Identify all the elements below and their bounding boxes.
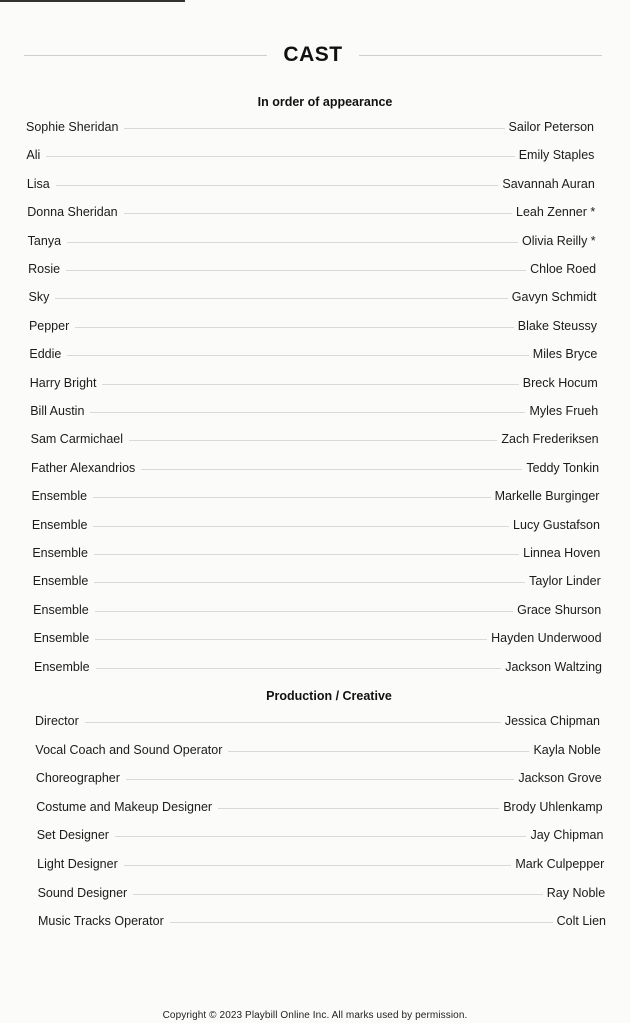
production-name: Ray Noble [546,885,606,900]
dot-leader [55,298,507,299]
production-row [37,853,604,871]
production-role: Set Designer [36,828,109,843]
production-role: Vocal Coach and Sound Operator [35,742,223,757]
dot-leader [228,751,529,752]
cast-role: Donna Sheridan [27,205,118,220]
dot-leader [124,865,512,866]
cast-row [31,428,599,446]
cast-role: Bill Austin [30,404,85,418]
cast-role: Pepper [28,318,70,333]
cast-name: Grace Shurson [517,602,602,617]
cast-name: Myles Frueh [529,404,599,418]
production-row [38,910,606,928]
production-role: Choreographer [35,771,120,786]
cast-name: Teddy Tonkin [526,460,600,475]
cast-row [28,258,596,276]
cast-role: Ali [26,148,41,163]
cast-name: Blake Steussy [517,318,597,333]
cast-row [27,173,595,191]
cast-row [33,599,601,617]
production-row [35,739,600,757]
cast-name: Breck Hocum [522,375,598,390]
cast-row [31,485,599,503]
production-role: Director [35,714,79,728]
dot-leader [170,922,553,923]
dot-leader [95,639,487,640]
cast-role: Ensemble [32,574,89,589]
cast-row [34,627,602,645]
dot-leader [66,270,526,271]
production-name: Jackson Grove [518,771,602,786]
cast-role: Ensemble [31,489,88,504]
production-name: Colt Lien [556,914,606,929]
production-row [36,767,602,785]
cast-row [28,230,596,248]
cast-role: Father Alexandrios [31,460,136,475]
title-rule-left [24,55,267,56]
dot-leader [124,213,512,214]
production-role: Light Designer [37,857,118,871]
production-row [36,796,602,814]
production-role: Music Tracks Operator [38,914,164,929]
copyright-footer: Copyright © 2023 Playbill Online Inc. All marks used by permission. [162,1010,468,1021]
cast-role: Lisa [26,176,50,191]
cast-name: Zach Frederiksen [501,432,599,447]
cast-name: Olivia Reilly * [522,233,596,248]
cast-role: Sam Carmichael [30,432,124,447]
top-edge-line [0,0,185,2]
cast-row [34,656,602,674]
cast-name: Miles Bryce [532,347,598,362]
cast-row [29,286,597,304]
production-row [37,824,604,842]
dot-leader [94,554,519,555]
cast-name: Taylor Linder [529,574,601,589]
cast-row [32,542,600,560]
dot-leader [93,526,509,527]
cast-name: Sailor Peterson [508,120,594,134]
dot-leader [90,412,525,413]
production-name: Mark Culpepper [515,857,605,871]
page-title: CAST [283,43,343,66]
cast-name: Savannah Auran [502,176,595,191]
cast-row [31,457,599,475]
cast-name: Linnea Hoven [523,546,601,560]
cast-role: Eddie [29,347,62,362]
production-role: Sound Designer [37,885,128,900]
dot-leader [93,497,491,498]
dot-leader [56,185,499,186]
dot-leader [94,582,525,583]
production-name: Brody Uhlenkamp [503,799,603,814]
cast-role: Sophie Sheridan [26,120,119,134]
cast-row [30,400,598,418]
dot-leader [96,668,502,669]
cast-row [29,315,597,333]
cast-name: Leah Zenner * [516,205,596,220]
cast-row [33,570,601,588]
cast-row [29,343,597,361]
production-name: Jay Chipman [530,828,604,843]
cast-role: Rosie [28,262,61,276]
cast-role: Tanya [27,233,62,248]
dot-leader [129,440,497,441]
dot-leader [75,327,513,328]
cast-role: Sky [28,290,50,305]
dot-leader [133,894,543,895]
dot-leader [85,722,501,723]
cast-row [26,144,594,162]
cast-role: Ensemble [32,546,88,560]
cast-name: Chloe Roed [530,262,597,276]
cast-name: Lucy Gustafson [513,517,600,532]
dot-leader [95,611,513,612]
dot-leader [124,128,504,129]
cast-name: Markelle Burginger [494,489,600,504]
cast-row [27,201,595,219]
cast-role: Ensemble [31,517,88,532]
cast-role: Harry Bright [29,375,97,390]
production-role: Costume and Makeup Designer [36,799,213,814]
cast-name: Gavyn Schmidt [511,290,597,305]
cast-row [26,116,594,134]
cast-row [30,372,598,390]
dot-leader [102,384,518,385]
dot-leader [46,156,514,157]
production-name: Jessica Chipman [504,714,600,728]
production-row [38,882,606,900]
cast-role: Ensemble [33,631,90,646]
cast-name: Jackson Waltzing [505,659,602,674]
production-name: Kayla Noble [533,742,601,757]
cast-role: Ensemble [33,602,89,617]
cast-row [32,514,600,532]
dot-leader [218,808,499,809]
dot-leader [141,469,522,470]
dot-leader [115,836,527,837]
dot-leader [67,355,528,356]
dot-leader [67,242,518,243]
cast-heading: In order of appearance [257,95,393,109]
production-heading: Production / Creative [266,689,392,703]
title-rule-right [359,55,602,56]
production-row [35,710,600,728]
cast-role: Ensemble [34,659,90,674]
cast-name: Emily Staples [518,148,595,163]
dot-leader [126,779,514,780]
cast-name: Hayden Underwood [491,631,602,646]
title-row [24,40,602,70]
